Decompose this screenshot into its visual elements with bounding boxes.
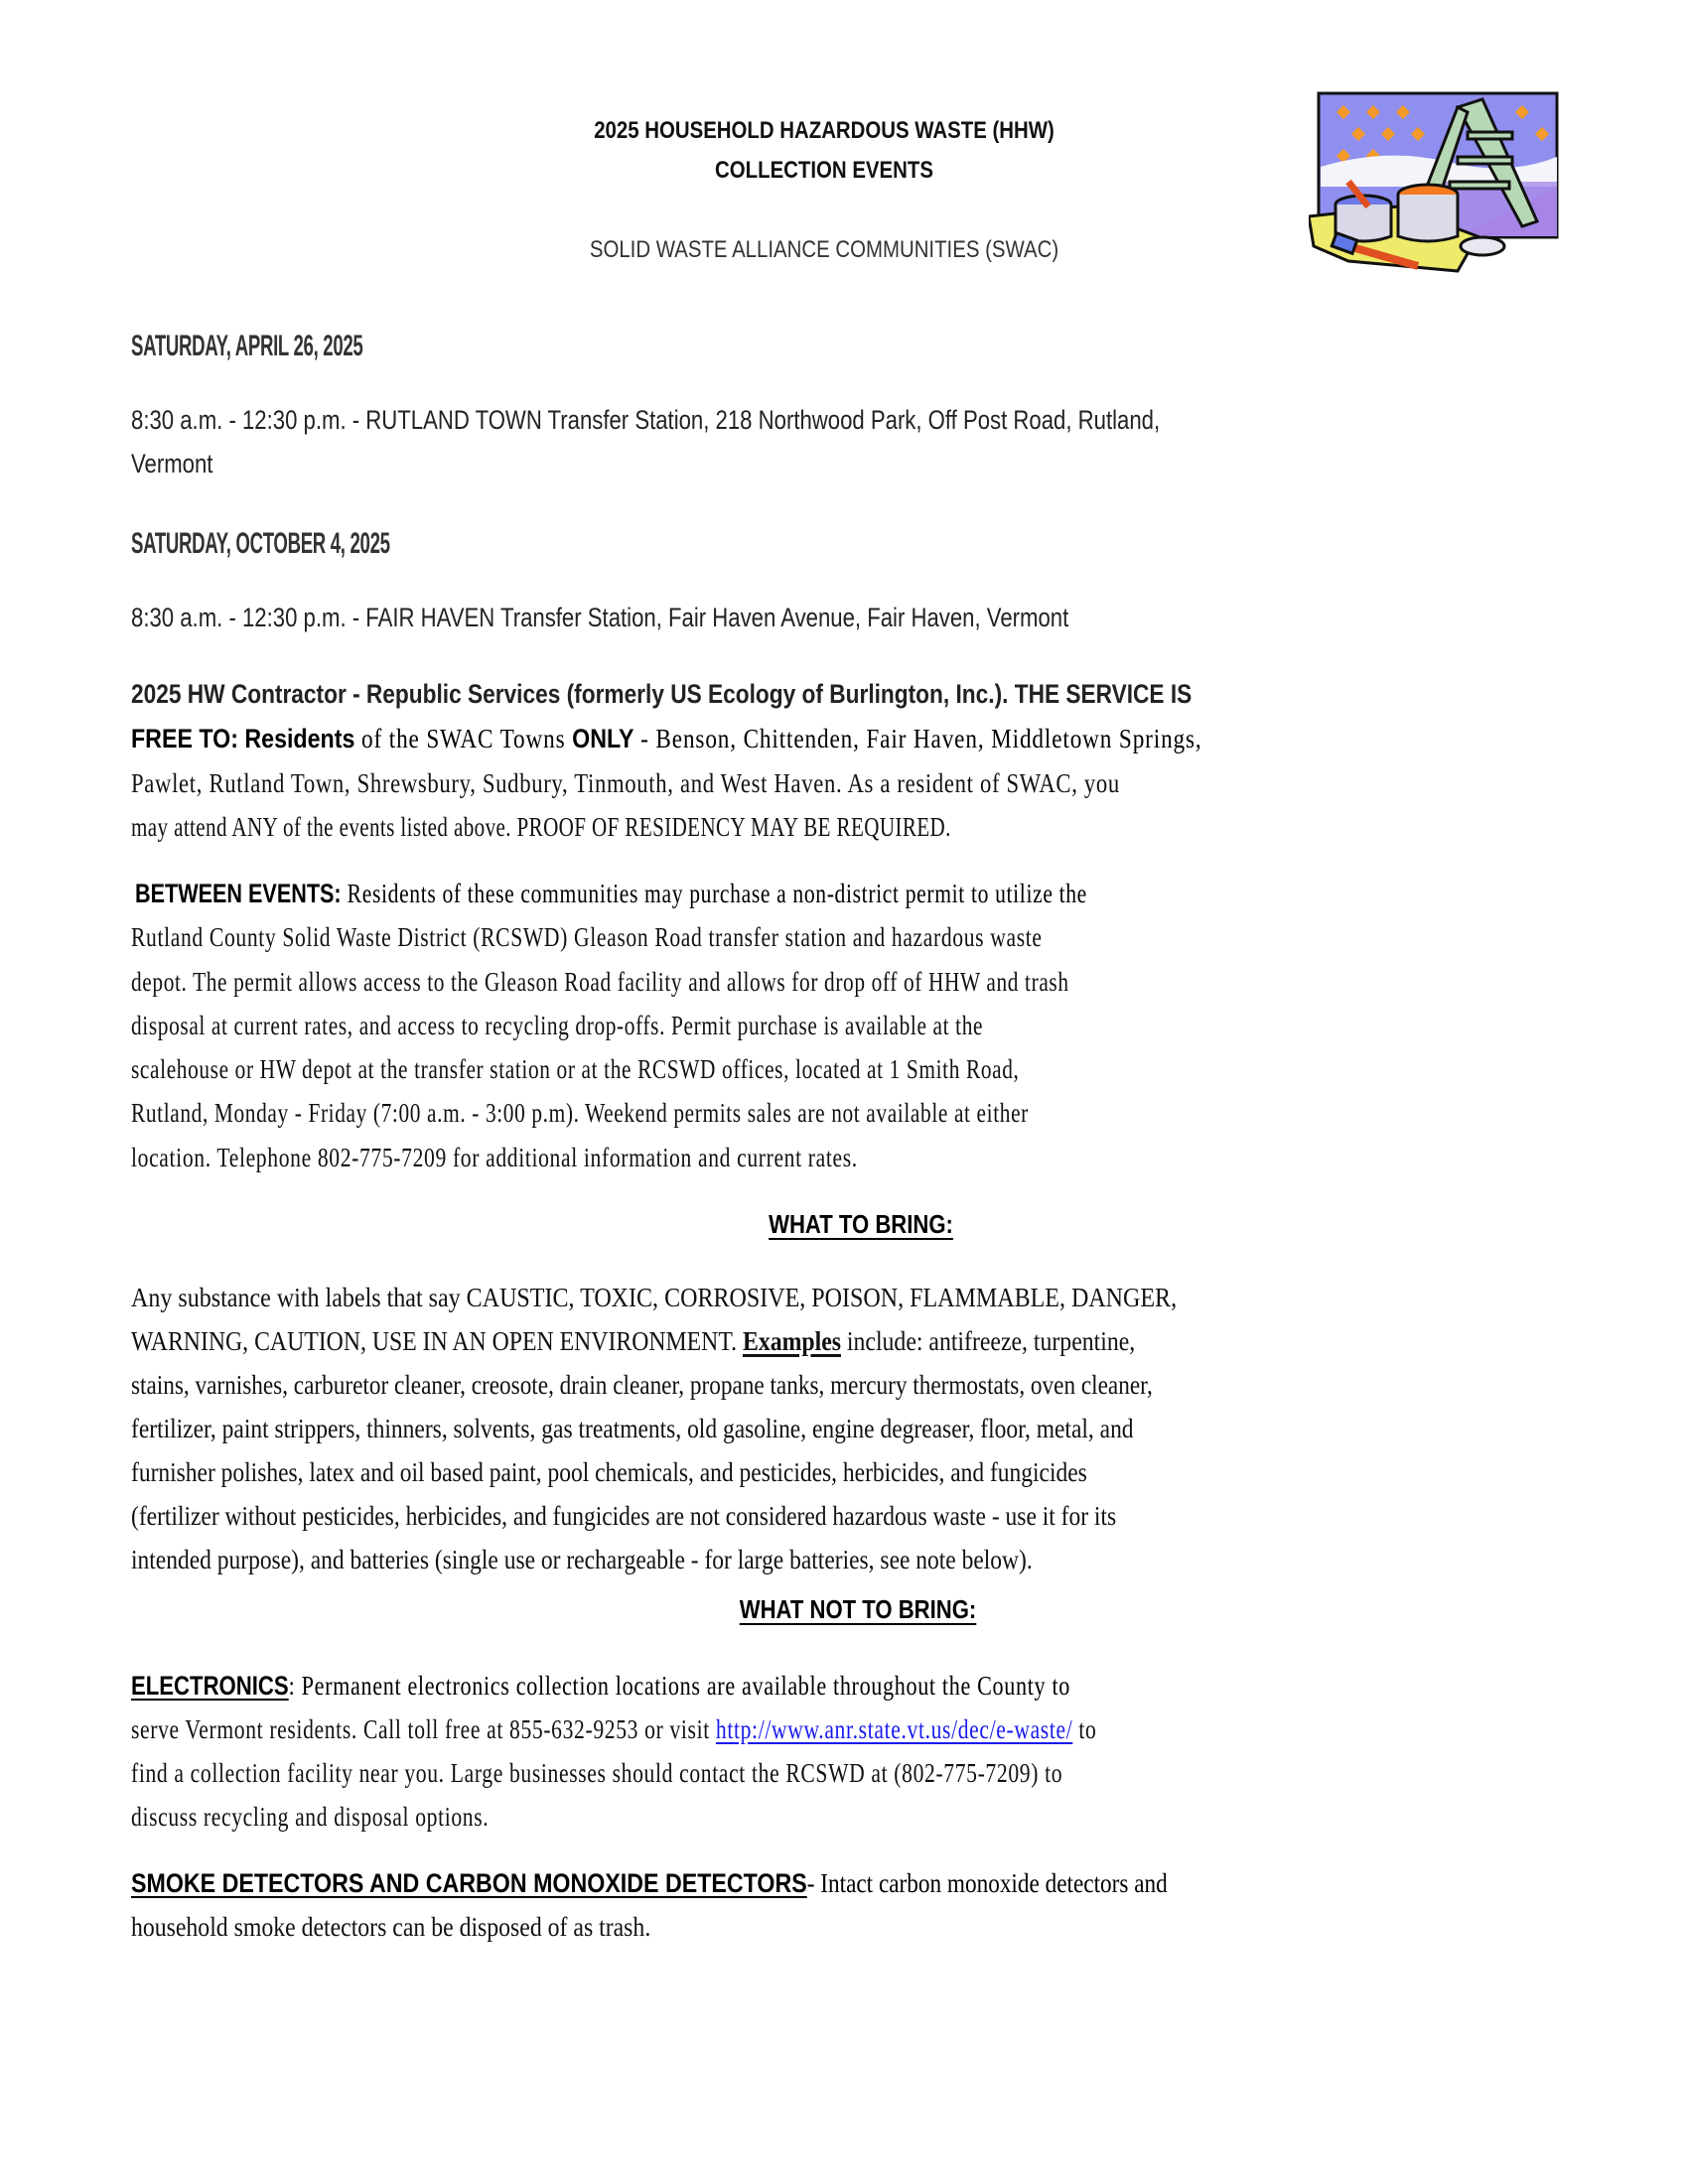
contractor-text: - Benson, Chittenden, Fair Haven, Middletown Springs,	[633, 724, 1202, 753]
contractor-text: of the SWAC Towns	[354, 724, 573, 753]
electronics-line: find a collection facility near you. Large businesses should contact the RCSWD at (802-775-7209) to	[131, 1758, 1063, 1788]
detectors-line	[131, 1868, 1168, 1899]
contractor-paragraph-line: Pawlet, Rutland Town, Shrewsbury, Sudbury, Tinmouth, and West Haven. As a resident of SWAC, you	[131, 768, 1120, 798]
e-waste-link[interactable]: http://www.anr.state.vt.us/dec/e-waste/	[715, 1714, 1073, 1744]
between-events-line: Rutland, Monday - Friday (7:00 a.m. - 3:00 p.m). Weekend permits sales are not available at either	[131, 1098, 1029, 1128]
what-to-bring-line: fertilizer, paint strippers, thinners, solvents, gas treatments, old gasoline, engine degreaser, floor, metal, and	[131, 1414, 1134, 1443]
what-to-bring-line: Any substance with labels that say CAUSTIC, TOXIC, CORROSIVE, POISON, FLAMMABLE, DANGER,	[131, 1283, 1178, 1312]
electronics-label: ELECTRONICS	[131, 1671, 289, 1701]
contractor-paragraph-line: may attend ANY of the events listed above. PROOF OF RESIDENCY MAY BE REQUIRED.	[131, 812, 951, 842]
what-to-bring-line: stains, varnishes, carburetor cleaner, creosote, drain cleaner, propane tanks, mercury thermostats, oven cleaner,	[131, 1370, 1153, 1400]
detectors-label: SMOKE DETECTORS AND CARBON MONOXIDE DETECTORS	[131, 1868, 807, 1898]
paint-cans-ladder-illustration	[1309, 87, 1577, 276]
contractor-paragraph-line	[131, 679, 1192, 710]
contractor-label: 2025 HW Contractor	[131, 679, 347, 709]
what-to-bring-line	[131, 1326, 1135, 1357]
between-events-label: BETWEEN EVENTS:	[135, 879, 342, 908]
contractor-details: - Republic Services (formerly US Ecology of Burlington, Inc.). THE SERVICE IS	[346, 679, 1193, 709]
event-date-heading: SATURDAY, APRIL 26, 2025	[131, 330, 363, 362]
document-title-line-1: 2025 HOUSEHOLD HAZARDOUS WASTE (HHW)	[594, 117, 1055, 144]
event-details-line: 8:30 a.m. - 12:30 p.m. - RUTLAND TOWN Transfer Station, 218 Northwood Park, Off Post Road, Rutland,	[131, 405, 1161, 435]
only-label: ONLY	[572, 724, 634, 753]
between-events-line: location. Telephone 802-775-7209 for additional information and current rates.	[131, 1143, 858, 1172]
event-details-line: Vermont	[131, 449, 213, 478]
what-to-bring-text: include: antifreeze, turpentine,	[840, 1326, 1136, 1356]
what-to-bring-text: WARNING, CAUTION, USE IN AN OPEN ENVIRONMENT.	[131, 1326, 743, 1356]
electronics-line	[131, 1671, 1070, 1702]
what-to-bring-line: (fertilizer without pesticides, herbicides, and fungicides are not considered hazardous waste - use it for its	[131, 1501, 1117, 1531]
what-to-bring-line: intended purpose), and batteries (single use or rechargeable - for large batteries, see note below).	[131, 1545, 1033, 1574]
free-to-residents-label: FREE TO: Residents	[131, 724, 355, 753]
detectors-line: household smoke detectors can be disposed of as trash.	[131, 1912, 651, 1942]
what-to-bring-heading: WHAT TO BRING:	[769, 1209, 953, 1239]
between-events-line: Rutland County Solid Waste District (RCSWD) Gleason Road transfer station and hazardous waste	[131, 922, 1043, 952]
contractor-paragraph-line	[131, 724, 1202, 754]
electronics-line	[131, 1714, 1096, 1745]
document-title-line-2: COLLECTION EVENTS	[715, 157, 933, 184]
event-details-line: 8:30 a.m. - 12:30 p.m. - FAIR HAVEN Transfer Station, Fair Haven Avenue, Fair Haven, Vermont	[131, 603, 1069, 632]
between-events-line: depot. The permit allows access to the Gleason Road facility and allows for drop off of HHW and trash	[131, 967, 1069, 997]
what-not-to-bring-heading: WHAT NOT TO BRING:	[739, 1594, 977, 1624]
examples-label: Examples	[742, 1326, 841, 1356]
electronics-text: serve Vermont residents. Call toll free at 855-632-9253 or visit	[131, 1714, 716, 1744]
between-events-line: disposal at current rates, and access to recycling drop-offs. Permit purchase is available at the	[131, 1011, 984, 1040]
detectors-text: - Intact carbon monoxide detectors and	[806, 1868, 1168, 1898]
electronics-line: discuss recycling and disposal options.	[131, 1802, 490, 1832]
between-events-text: Residents of these communities may purchase a non-district permit to utilize the	[341, 879, 1087, 908]
electronics-text: : Permanent electronics collection locations are available throughout the County to	[288, 1671, 1070, 1701]
electronics-text: to	[1072, 1714, 1097, 1744]
event-date-heading: SATURDAY, OCTOBER 4, 2025	[131, 527, 390, 560]
document-subtitle: SOLID WASTE ALLIANCE COMMUNITIES (SWAC)	[589, 236, 1059, 263]
between-events-line	[135, 879, 1087, 909]
what-to-bring-line: furnisher polishes, latex and oil based paint, pool chemicals, and pesticides, herbicides, and fungicides	[131, 1457, 1087, 1487]
between-events-line: scalehouse or HW depot at the transfer station or at the RCSWD offices, located at 1 Smith Road,	[131, 1054, 1020, 1084]
